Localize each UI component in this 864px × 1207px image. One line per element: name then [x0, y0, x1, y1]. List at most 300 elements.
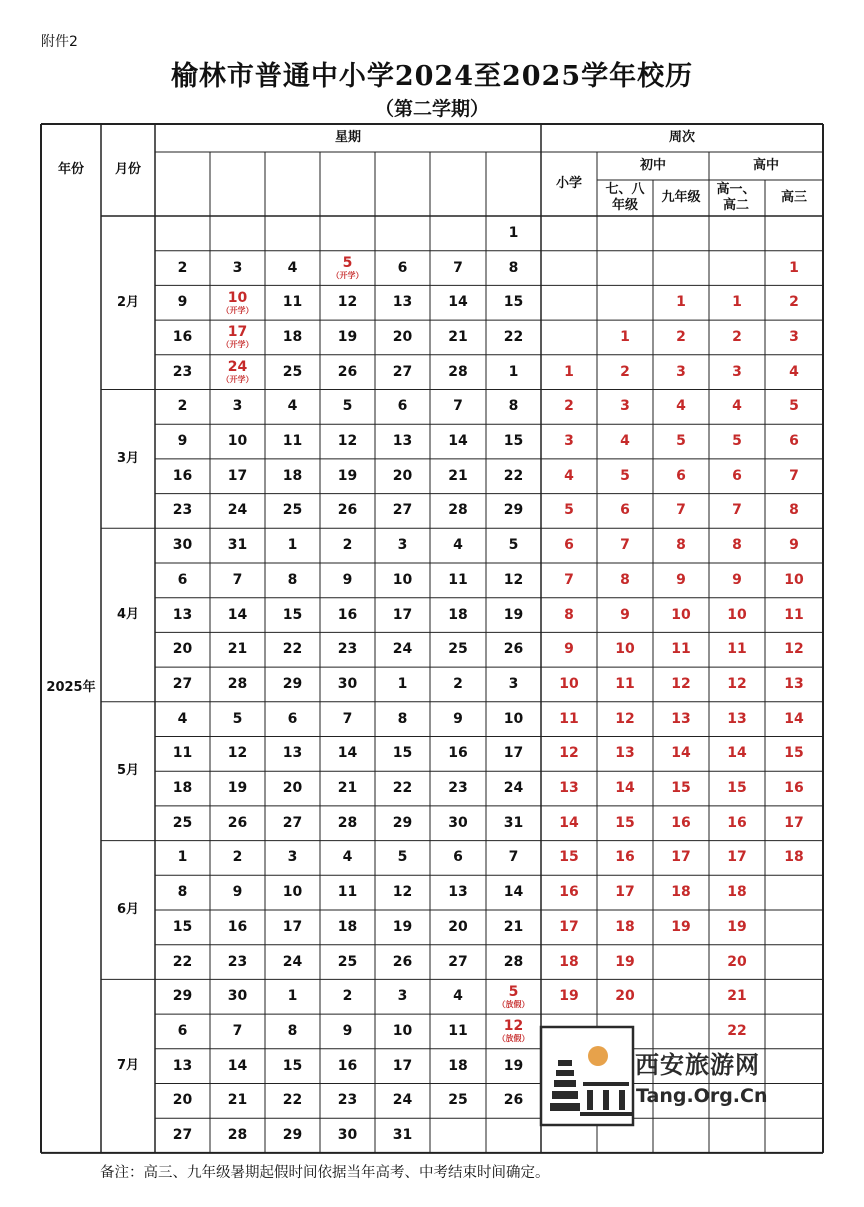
- week-number: 14: [559, 814, 579, 831]
- week-number: 1: [789, 259, 799, 276]
- week-number: 7: [676, 502, 686, 519]
- week-number: 15: [615, 814, 635, 831]
- day-number: 3: [232, 398, 243, 415]
- day-number: 10: [503, 710, 524, 727]
- day-number: 13: [282, 745, 303, 762]
- week-number: 20: [727, 953, 747, 970]
- day-number: 23: [337, 1092, 358, 1109]
- day-number: 17: [227, 324, 248, 341]
- day-number: 7: [508, 849, 519, 866]
- day-number: 31: [392, 1127, 413, 1144]
- day-number: 2: [177, 259, 188, 276]
- day-note: （开学）: [331, 271, 364, 281]
- day-number: 4: [453, 988, 463, 1005]
- day-note: （开学）: [221, 340, 254, 350]
- week-number: 7: [564, 571, 574, 588]
- day-number: 21: [227, 641, 248, 658]
- day-number: 18: [282, 328, 303, 345]
- day-number: 18: [172, 780, 193, 797]
- week-number: 9: [732, 571, 742, 588]
- week-number: 9: [620, 606, 630, 623]
- week-number: 13: [671, 710, 691, 727]
- week-number: 5: [732, 433, 742, 450]
- day-number: 3: [287, 849, 298, 866]
- day-number: 4: [287, 398, 298, 415]
- day-number: 14: [448, 294, 468, 311]
- week-number: 18: [615, 918, 635, 935]
- week-number: 3: [620, 398, 630, 415]
- day-number: 2: [342, 537, 353, 554]
- week-number: 18: [727, 884, 747, 901]
- day-number: 15: [503, 294, 524, 311]
- day-number: 20: [392, 467, 413, 484]
- day-number: 11: [282, 294, 303, 311]
- day-number: 5: [232, 710, 243, 727]
- day-number: 17: [503, 745, 524, 762]
- week-number: 8: [676, 537, 686, 554]
- day-number: 14: [227, 606, 248, 623]
- day-number: 20: [392, 328, 413, 345]
- day-number: 29: [392, 814, 413, 831]
- day-number: 7: [453, 259, 463, 276]
- day-number: 11: [172, 745, 193, 762]
- day-number: 6: [177, 1022, 188, 1039]
- day-number: 14: [448, 433, 468, 450]
- day-number: 1: [397, 675, 408, 692]
- day-number: 17: [282, 918, 303, 935]
- day-number: 1: [287, 988, 298, 1005]
- week-number: 12: [615, 710, 635, 727]
- day-number: 3: [397, 988, 408, 1005]
- week-number: 14: [615, 780, 635, 797]
- day-number: 22: [282, 1092, 303, 1109]
- week-number: 12: [727, 675, 747, 692]
- week-number: 13: [559, 780, 579, 797]
- week-number: 15: [784, 745, 804, 762]
- week-number: 11: [615, 675, 635, 692]
- attachment-label: 附件2: [41, 34, 78, 50]
- day-number: 6: [287, 710, 298, 727]
- day-number: 27: [392, 363, 413, 380]
- day-number: 28: [337, 814, 358, 831]
- day-number: 30: [227, 988, 248, 1005]
- day-number: 23: [172, 502, 193, 519]
- day-number: 11: [282, 433, 303, 450]
- day-number: 20: [172, 1092, 193, 1109]
- day-number: 14: [503, 884, 524, 901]
- day-number: 5: [397, 849, 408, 866]
- day-note: （放假）: [497, 999, 530, 1009]
- week-number: 19: [727, 918, 747, 935]
- week-number: 20: [615, 988, 635, 1005]
- week-number: 4: [564, 467, 574, 484]
- week-number: 10: [615, 641, 635, 658]
- week-number: 21: [727, 988, 747, 1005]
- day-number: 13: [172, 606, 193, 623]
- day-number: 23: [337, 641, 358, 658]
- day-number: 24: [392, 641, 413, 658]
- week-number: 9: [676, 571, 686, 588]
- day-number: 28: [227, 675, 248, 692]
- day-number: 17: [392, 1057, 413, 1074]
- week-number: 2: [564, 398, 574, 415]
- day-number: 10: [227, 289, 248, 306]
- day-number: 6: [177, 571, 188, 588]
- week-number: 8: [732, 537, 742, 554]
- day-number: 8: [287, 1022, 298, 1039]
- week-number: 2: [732, 328, 742, 345]
- day-number: 4: [342, 849, 353, 866]
- day-number: 31: [227, 537, 248, 554]
- week-number: 10: [727, 606, 747, 623]
- week-number: 13: [727, 710, 747, 727]
- week-number: 6: [564, 537, 574, 554]
- page-title: 榆林市普通中小学2024至2025学年校历: [170, 61, 694, 92]
- day-number: 1: [177, 849, 188, 866]
- day-number: 17: [227, 467, 248, 484]
- day-number: 12: [392, 884, 413, 901]
- day-number: 27: [448, 953, 468, 970]
- week-number: 1: [620, 328, 630, 345]
- day-number: 28: [503, 953, 524, 970]
- day-number: 10: [227, 433, 248, 450]
- week-number: 18: [671, 884, 691, 901]
- day-number: 3: [397, 537, 408, 554]
- day-number: 17: [392, 606, 413, 623]
- week-number: 1: [564, 363, 574, 380]
- header-junior-78: 七、八年级: [605, 182, 645, 213]
- week-number: 7: [620, 537, 630, 554]
- week-number: 5: [676, 433, 686, 450]
- day-number: 25: [282, 502, 303, 519]
- day-number: 15: [282, 606, 303, 623]
- day-number: 12: [337, 433, 358, 450]
- day-number: 21: [227, 1092, 248, 1109]
- day-number: 12: [227, 745, 248, 762]
- day-number: 26: [503, 641, 524, 658]
- week-number: 8: [620, 571, 630, 588]
- week-number: 17: [784, 814, 804, 831]
- header-senior-12: 高一、高二: [716, 182, 756, 213]
- week-number: 5: [564, 502, 574, 519]
- footnote: 备注：高三、九年级暑期起假时间依据当年高考、中考结束时间确定。: [100, 1165, 550, 1181]
- week-number: 9: [564, 641, 574, 658]
- header-week-group: 周次: [668, 130, 695, 145]
- day-number: 22: [503, 467, 524, 484]
- day-number: 6: [397, 259, 408, 276]
- day-number: 1: [508, 363, 519, 380]
- week-number: 6: [732, 467, 742, 484]
- day-number: 20: [172, 641, 193, 658]
- day-number: 15: [172, 918, 193, 935]
- day-number: 21: [448, 467, 468, 484]
- week-number: 17: [615, 884, 635, 901]
- week-number: 19: [615, 953, 635, 970]
- week-number: 15: [559, 849, 579, 866]
- day-number: 23: [227, 953, 248, 970]
- watermark-url: Tang.Org.Cn: [636, 1085, 768, 1107]
- day-number: 13: [172, 1057, 193, 1074]
- day-number: 20: [448, 918, 468, 935]
- day-number: 11: [448, 1022, 468, 1039]
- day-number: 18: [448, 606, 468, 623]
- week-number: 4: [732, 398, 742, 415]
- day-number: 1: [508, 224, 519, 241]
- month-label: 5月: [116, 763, 140, 779]
- day-number: 19: [392, 918, 413, 935]
- day-number: 28: [227, 1127, 248, 1144]
- day-number: 25: [448, 641, 468, 658]
- day-number: 5: [342, 255, 353, 272]
- week-number: 17: [559, 918, 579, 935]
- week-number: 4: [620, 433, 630, 450]
- day-number: 22: [392, 780, 413, 797]
- day-number: 8: [508, 398, 519, 415]
- day-number: 18: [337, 918, 358, 935]
- week-number: 1: [732, 294, 742, 311]
- day-number: 19: [337, 328, 358, 345]
- week-number: 3: [789, 328, 799, 345]
- day-number: 21: [337, 780, 358, 797]
- day-number: 29: [172, 988, 193, 1005]
- day-number: 11: [337, 884, 358, 901]
- week-number: 7: [732, 502, 742, 519]
- week-number: 12: [671, 675, 691, 692]
- day-number: 12: [337, 294, 358, 311]
- day-number: 4: [177, 710, 188, 727]
- day-number: 26: [227, 814, 248, 831]
- week-number: 3: [732, 363, 742, 380]
- day-number: 26: [392, 953, 413, 970]
- week-number: 13: [615, 745, 635, 762]
- day-number: 1: [287, 537, 298, 554]
- day-number: 24: [282, 953, 303, 970]
- week-number: 10: [559, 675, 579, 692]
- week-number: 12: [559, 745, 579, 762]
- day-number: 5: [508, 537, 519, 554]
- day-number: 2: [232, 849, 243, 866]
- day-number: 10: [392, 1022, 413, 1039]
- day-number: 7: [342, 710, 353, 727]
- day-number: 4: [453, 537, 463, 554]
- page-subtitle: （第二学期）: [374, 98, 489, 120]
- week-number: 22: [727, 1022, 747, 1039]
- day-note: （放假）: [497, 1034, 530, 1044]
- month-label: 6月: [116, 901, 140, 917]
- week-number: 14: [671, 745, 691, 762]
- day-number: 26: [337, 363, 358, 380]
- week-number: 2: [789, 294, 799, 311]
- header-senior: 高中: [752, 158, 779, 173]
- week-number: 6: [789, 433, 799, 450]
- day-number: 23: [448, 780, 468, 797]
- week-number: 6: [620, 502, 630, 519]
- day-number: 16: [337, 606, 358, 623]
- week-number: 3: [564, 433, 574, 450]
- day-number: 25: [337, 953, 358, 970]
- day-number: 28: [448, 363, 468, 380]
- day-number: 9: [342, 1022, 353, 1039]
- watermark-name: 西安旅游网: [635, 1051, 760, 1079]
- week-number: 3: [676, 363, 686, 380]
- day-number: 25: [172, 814, 193, 831]
- week-number: 6: [676, 467, 686, 484]
- day-number: 7: [232, 1022, 243, 1039]
- day-number: 8: [508, 259, 519, 276]
- week-number: 12: [784, 641, 804, 658]
- day-number: 3: [232, 259, 243, 276]
- week-number: 14: [727, 745, 747, 762]
- day-number: 11: [448, 571, 468, 588]
- day-number: 21: [448, 328, 468, 345]
- day-number: 25: [448, 1092, 468, 1109]
- day-number: 24: [227, 502, 248, 519]
- day-number: 26: [337, 502, 358, 519]
- day-number: 27: [172, 1127, 193, 1144]
- day-number: 27: [392, 502, 413, 519]
- week-number: 19: [671, 918, 691, 935]
- month-label: 3月: [116, 450, 140, 466]
- day-number: 15: [392, 745, 413, 762]
- day-note: （开学）: [221, 375, 254, 385]
- day-number: 5: [342, 398, 353, 415]
- week-number: 14: [784, 710, 804, 727]
- day-number: 18: [448, 1057, 468, 1074]
- week-number: 17: [727, 849, 747, 866]
- day-number: 13: [392, 294, 413, 311]
- week-number: 16: [559, 884, 579, 901]
- day-number: 19: [337, 467, 358, 484]
- week-number: 17: [671, 849, 691, 866]
- day-number: 25: [282, 363, 303, 380]
- day-number: 9: [232, 884, 243, 901]
- day-number: 27: [282, 814, 303, 831]
- day-number: 22: [172, 953, 193, 970]
- day-number: 19: [227, 780, 248, 797]
- day-number: 13: [448, 884, 468, 901]
- day-number: 14: [227, 1057, 248, 1074]
- week-number: 7: [789, 467, 799, 484]
- week-number: 5: [789, 398, 799, 415]
- day-number: 6: [397, 398, 408, 415]
- week-number: 4: [789, 363, 799, 380]
- day-number: 19: [503, 1057, 524, 1074]
- header-year: 年份: [57, 162, 84, 177]
- day-number: 20: [282, 780, 303, 797]
- day-number: 16: [227, 918, 248, 935]
- week-number: 16: [784, 780, 804, 797]
- day-number: 24: [503, 780, 524, 797]
- day-number: 31: [503, 814, 524, 831]
- month-label: 2月: [116, 294, 140, 310]
- day-number: 26: [503, 1092, 524, 1109]
- day-number: 15: [282, 1057, 303, 1074]
- month-label: 7月: [116, 1058, 140, 1074]
- day-note: （开学）: [221, 305, 254, 315]
- week-number: 16: [615, 849, 635, 866]
- day-number: 23: [172, 363, 193, 380]
- week-number: 11: [559, 710, 579, 727]
- week-number: 15: [727, 780, 747, 797]
- week-number: 1: [676, 294, 686, 311]
- day-number: 30: [337, 675, 358, 692]
- week-number: 16: [671, 814, 691, 831]
- year-label: 2025年: [46, 680, 96, 695]
- day-number: 16: [172, 328, 193, 345]
- week-number: 8: [789, 502, 799, 519]
- day-number: 3: [508, 675, 519, 692]
- day-number: 22: [503, 328, 524, 345]
- day-number: 16: [172, 467, 193, 484]
- day-number: 30: [337, 1127, 358, 1144]
- week-number: 10: [671, 606, 691, 623]
- day-number: 12: [503, 1018, 524, 1035]
- day-number: 10: [282, 884, 303, 901]
- day-number: 6: [453, 849, 463, 866]
- day-number: 9: [177, 294, 188, 311]
- month-label: 4月: [116, 607, 140, 623]
- day-number: 2: [453, 675, 463, 692]
- week-number: 18: [784, 849, 804, 866]
- header-primary: 小学: [555, 176, 582, 191]
- day-number: 21: [503, 918, 524, 935]
- day-number: 28: [448, 502, 468, 519]
- header-weekday-group: 星期: [334, 130, 361, 145]
- day-number: 14: [337, 745, 358, 762]
- week-number: 2: [676, 328, 686, 345]
- day-number: 29: [282, 1127, 303, 1144]
- day-number: 9: [177, 433, 188, 450]
- day-number: 16: [448, 745, 468, 762]
- day-number: 10: [392, 571, 413, 588]
- day-number: 2: [177, 398, 188, 415]
- week-number: 11: [784, 606, 804, 623]
- week-number: 8: [564, 606, 574, 623]
- day-number: 16: [337, 1057, 358, 1074]
- day-number: 30: [172, 537, 193, 554]
- day-number: 5: [508, 983, 519, 1000]
- day-number: 24: [392, 1092, 413, 1109]
- header-junior: 初中: [639, 158, 666, 173]
- week-number: 19: [559, 988, 579, 1005]
- header-month: 月份: [114, 162, 141, 177]
- day-number: 29: [282, 675, 303, 692]
- day-number: 7: [232, 571, 243, 588]
- week-number: 10: [784, 571, 804, 588]
- day-number: 7: [453, 398, 463, 415]
- week-number: 9: [789, 537, 799, 554]
- week-number: 18: [559, 953, 579, 970]
- day-number: 2: [342, 988, 353, 1005]
- day-number: 4: [287, 259, 298, 276]
- day-number: 30: [448, 814, 468, 831]
- day-number: 8: [287, 571, 298, 588]
- week-number: 13: [784, 675, 804, 692]
- week-number: 4: [676, 398, 686, 415]
- day-number: 27: [172, 675, 193, 692]
- week-number: 15: [671, 780, 691, 797]
- day-number: 24: [227, 359, 248, 376]
- day-number: 19: [503, 606, 524, 623]
- week-number: 2: [620, 363, 630, 380]
- day-number: 8: [397, 710, 408, 727]
- day-number: 22: [282, 641, 303, 658]
- week-number: 5: [620, 467, 630, 484]
- week-number: 11: [727, 641, 747, 658]
- day-number: 9: [453, 710, 463, 727]
- day-number: 13: [392, 433, 413, 450]
- week-number: 11: [671, 641, 691, 658]
